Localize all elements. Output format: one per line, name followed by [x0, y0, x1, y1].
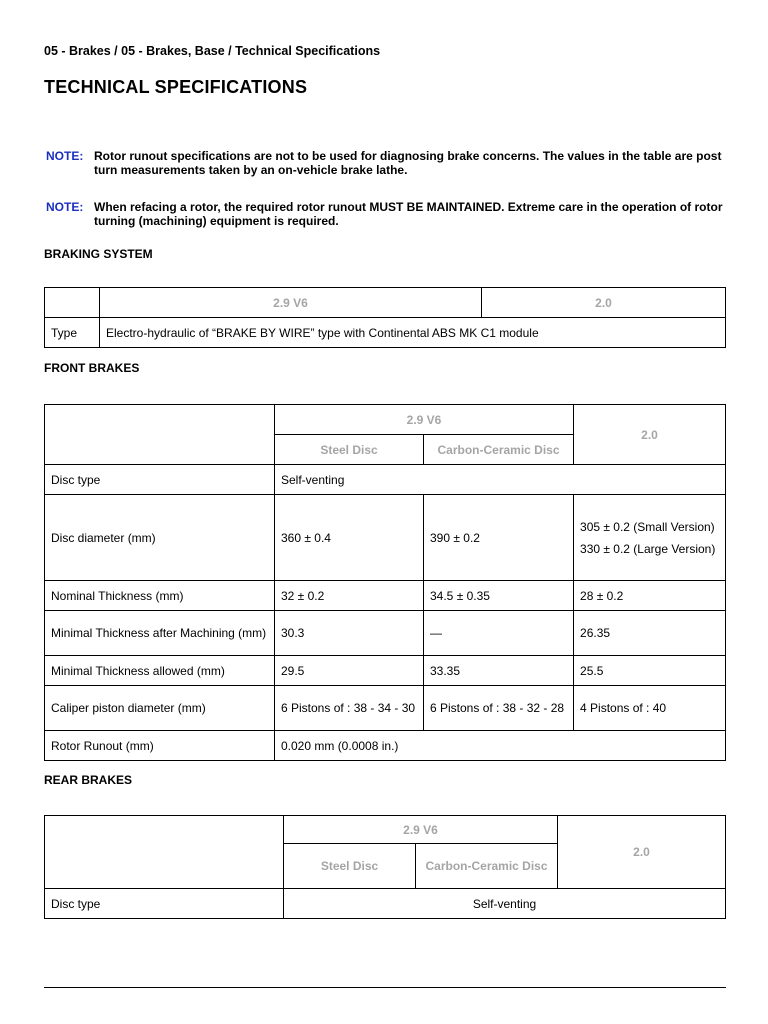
- header-carbon-ceramic-disc: Carbon-Ceramic Disc: [424, 435, 574, 465]
- cell-carbon: 6 Pistons of : 38 - 32 - 28: [424, 686, 574, 731]
- type-value: Electro-hydraulic of “BRAKE BY WIRE” type with Continental ABS MK C1 module: [100, 318, 726, 348]
- braking-system-table: [44, 287, 726, 348]
- cell-2-0: 28 ± 0.2: [574, 581, 726, 611]
- table-row: [45, 889, 726, 919]
- header-2-0: 2.0: [482, 288, 726, 318]
- cell-steel: 32 ± 0.2: [275, 581, 424, 611]
- cell-value: Self-venting: [275, 465, 726, 495]
- cell-value: 0.020 mm (0.0008 in.): [275, 731, 726, 761]
- cell-carbon: 34.5 ± 0.35: [424, 581, 574, 611]
- cell-carbon: 33.35: [424, 656, 574, 686]
- table-row: [45, 495, 726, 581]
- row-label: Minimal Thickness after Machining (mm): [45, 611, 275, 656]
- table-row: [45, 465, 726, 495]
- table-row: [45, 581, 726, 611]
- row-label: Disc diameter (mm): [45, 495, 275, 581]
- row-label: Caliper piston diameter (mm): [45, 686, 275, 731]
- cell-2-0: [574, 495, 726, 581]
- header-carbon-ceramic-disc: Carbon-Ceramic Disc: [416, 844, 558, 889]
- front-brakes-heading: FRONT BRAKES: [44, 361, 140, 375]
- cell-value: Self-venting: [284, 889, 726, 919]
- breadcrumb: 05 - Brakes / 05 - Brakes, Base / Technical Specifications: [44, 44, 381, 58]
- row-label: Disc type: [45, 465, 275, 495]
- header-2-9-v6: 2.9 V6: [284, 816, 558, 844]
- cell-steel: 29.5: [275, 656, 424, 686]
- row-label: Rotor Runout (mm): [45, 731, 275, 761]
- table-row: [45, 731, 726, 761]
- cell-2-0: 26.35: [574, 611, 726, 656]
- rear-brakes-table: [44, 815, 726, 919]
- braking-system-heading: BRAKING SYSTEM: [44, 247, 153, 261]
- note-label: NOTE:: [46, 200, 84, 214]
- header-steel-disc: Steel Disc: [275, 435, 424, 465]
- small-version-value: 305 ± 0.2 (Small Version): [580, 519, 715, 534]
- cell-carbon: —: [424, 611, 574, 656]
- cell-2-0: 4 Pistons of : 40: [574, 686, 726, 731]
- note-label: NOTE:: [46, 149, 84, 163]
- header-2-9-v6: 2.9 V6: [100, 288, 482, 318]
- note-refacing: [46, 200, 726, 228]
- cell-steel: 360 ± 0.4: [275, 495, 424, 581]
- note-text: Rotor runout specifications are not to be used for diagnosing brake concerns. The values in the table are post turn measurements taken by an on-vehicle brake lathe.: [94, 149, 722, 177]
- table-row: [45, 611, 726, 656]
- note-text: When refacing a rotor, the required rotor runout MUST BE MAINTAINED. Extreme care in the operation of rotor turning (machining) equipment is required.: [94, 200, 723, 228]
- row-label: Nominal Thickness (mm): [45, 581, 275, 611]
- footer-divider: [44, 987, 726, 988]
- header-2-0: 2.0: [574, 405, 726, 465]
- row-label-type: Type: [45, 318, 100, 348]
- cell-carbon: 390 ± 0.2: [424, 495, 574, 581]
- header-2-0: 2.0: [558, 816, 726, 889]
- cell-2-0: 25.5: [574, 656, 726, 686]
- large-version-value: 330 ± 0.2 (Large Version): [580, 541, 716, 556]
- empty-header-cell: [45, 816, 284, 889]
- row-label: Disc type: [45, 889, 284, 919]
- rear-brakes-heading: REAR BRAKES: [44, 773, 133, 787]
- page-title: TECHNICAL SPECIFICATIONS: [44, 77, 308, 97]
- header-steel-disc: Steel Disc: [284, 844, 416, 889]
- row-label: Minimal Thickness allowed (mm): [45, 656, 275, 686]
- empty-header-cell: [45, 405, 275, 465]
- note-rotor-runout: [46, 149, 726, 177]
- table-row: [45, 686, 726, 731]
- cell-steel: 30.3: [275, 611, 424, 656]
- empty-header-cell: [45, 288, 100, 318]
- cell-steel: 6 Pistons of : 38 - 34 - 30: [275, 686, 424, 731]
- header-2-9-v6: 2.9 V6: [275, 405, 574, 435]
- table-row: [45, 656, 726, 686]
- front-brakes-table: [44, 404, 726, 761]
